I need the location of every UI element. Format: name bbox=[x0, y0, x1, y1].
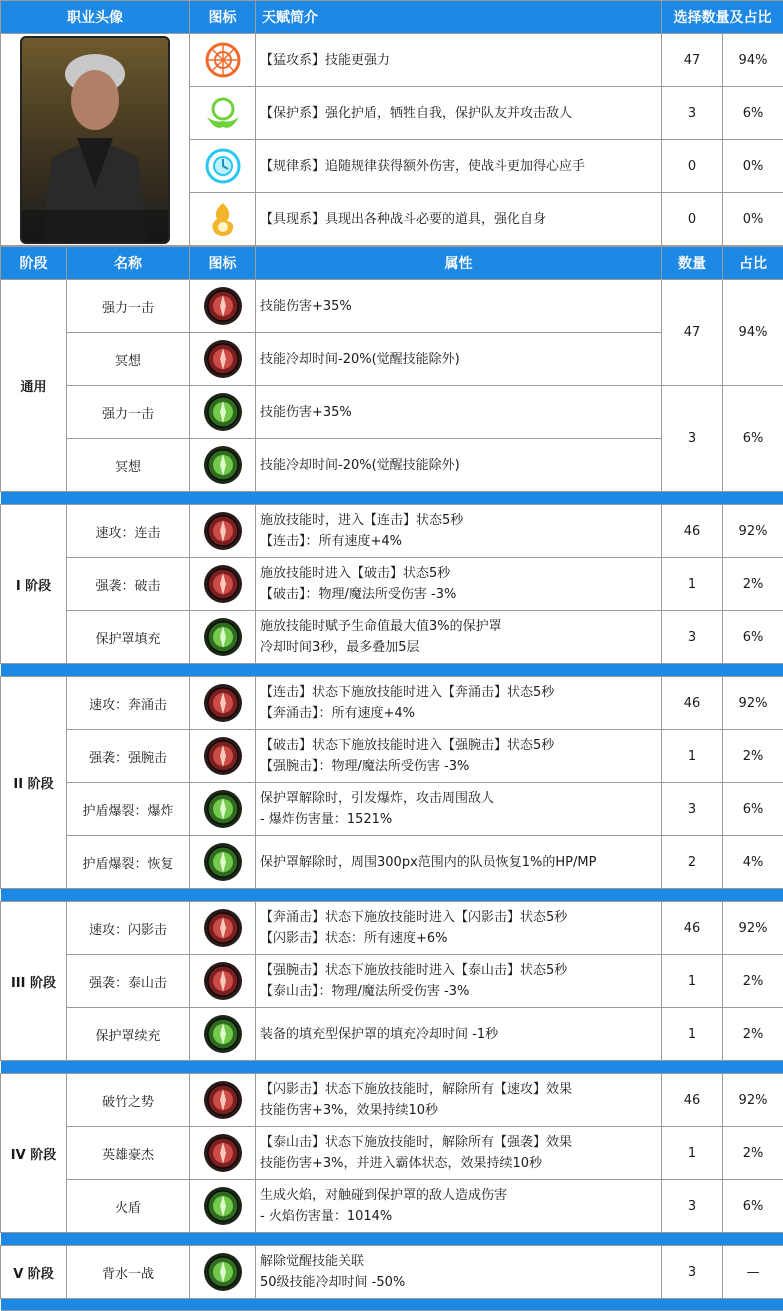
red-fist-badge-icon bbox=[203, 511, 243, 551]
green-fire-shield-badge-icon bbox=[203, 1186, 243, 1226]
attr-line: 【闪影击】状态：所有速度+6% bbox=[260, 931, 448, 946]
attr-line: 施放技能时，进入【连击】状态5秒 bbox=[260, 513, 464, 528]
attr-line: 施放技能时进入【破击】状态5秒 bbox=[260, 566, 451, 581]
red-mountain-badge-icon bbox=[203, 961, 243, 1001]
leaf-wing-sigil-icon bbox=[203, 93, 243, 133]
skill-icon-cell bbox=[190, 1127, 256, 1180]
header-intro: 天赋简介 bbox=[256, 1, 662, 34]
skill-name: 保护罩续充 bbox=[67, 1008, 190, 1061]
attr-line: 保护罩解除时，周围300px范围内的队员恢复1%的HP/MP bbox=[260, 854, 597, 870]
skill-icon-cell bbox=[190, 333, 256, 386]
stage-label: III 阶段 bbox=[1, 902, 67, 1061]
header-count: 数量 bbox=[662, 247, 723, 280]
green-burst-badge-icon bbox=[203, 789, 243, 829]
skill-icon-cell bbox=[190, 386, 256, 439]
skill-count: 3 bbox=[662, 386, 723, 492]
skill-attr bbox=[256, 1180, 662, 1233]
attr-line: 【破击】状态下施放技能时进入【强腕击】状态5秒 bbox=[260, 738, 555, 753]
talent-pct: 94% bbox=[723, 34, 783, 87]
skill-name: 强力一击 bbox=[67, 280, 190, 333]
header-icon: 图标 bbox=[190, 247, 256, 280]
attr-line: 技能伤害+3%，效果持续10秒 bbox=[260, 1103, 439, 1118]
attr-line: 解除觉醒技能关联 bbox=[260, 1254, 365, 1269]
attr-line: 技能伤害+3%，并进入霸体状态，效果持续10秒 bbox=[260, 1156, 543, 1171]
red-bamboo-badge-icon bbox=[203, 1080, 243, 1120]
stage-label: V 阶段 bbox=[1, 1246, 67, 1299]
skill-pct: — bbox=[723, 1246, 783, 1299]
attr-line: 施放技能时赋予生命值最大值3%的保护罩 bbox=[260, 619, 502, 634]
skill-pct: 2% bbox=[723, 1127, 783, 1180]
skill-icon-cell bbox=[190, 611, 256, 664]
stage-separator bbox=[1, 1299, 783, 1311]
skill-pct: 92% bbox=[723, 1074, 783, 1127]
attr-line: - 爆炸伤害量：1521% bbox=[260, 812, 393, 827]
attr-line: 【破击】：物理/魔法所受伤害 -3% bbox=[260, 587, 457, 602]
header-select: 选择数量及占比 bbox=[662, 1, 783, 34]
skill-name: 英雄豪杰 bbox=[67, 1127, 190, 1180]
skill-icon-cell bbox=[190, 280, 256, 333]
clock-sigil-icon bbox=[203, 146, 243, 186]
skill-count: 46 bbox=[662, 902, 723, 955]
stage-separator bbox=[1, 1233, 783, 1246]
attr-line: 【奔涌击】状态下施放技能时进入【闪影击】状态5秒 bbox=[260, 910, 568, 925]
table-row bbox=[1, 902, 783, 955]
skill-name: 强袭：强腕击 bbox=[67, 730, 190, 783]
skill-pct: 6% bbox=[723, 1180, 783, 1233]
table-row bbox=[1, 1127, 783, 1180]
table-row bbox=[1, 1180, 783, 1233]
skill-count: 46 bbox=[662, 1074, 723, 1127]
attr-line: 技能伤害+35% bbox=[260, 404, 352, 420]
skill-pct: 6% bbox=[723, 783, 783, 836]
stage-label: 通用 bbox=[1, 280, 67, 492]
red-sword-badge-icon bbox=[203, 286, 243, 326]
skill-attr bbox=[256, 439, 662, 492]
talent-count: 0 bbox=[662, 193, 723, 246]
attr-line: 生成火焰，对触碰到保护罩的敌人造成伤害 bbox=[260, 1188, 508, 1203]
header-pct: 占比 bbox=[723, 247, 783, 280]
red-hero-badge-icon bbox=[203, 1133, 243, 1173]
talent-icon-cell bbox=[190, 193, 256, 246]
stage-separator bbox=[1, 1061, 783, 1074]
red-swirl-badge-icon bbox=[203, 339, 243, 379]
skill-pct: 2% bbox=[723, 730, 783, 783]
attr-line: 50级技能冷却时间 -50% bbox=[260, 1275, 406, 1290]
stage-label: I 阶段 bbox=[1, 505, 67, 664]
skill-name: 强袭：破击 bbox=[67, 558, 190, 611]
talent-icon-cell bbox=[190, 87, 256, 140]
portrait-cell bbox=[1, 34, 190, 246]
table-row bbox=[1, 783, 783, 836]
talent-count: 3 bbox=[662, 87, 723, 140]
skill-pct: 2% bbox=[723, 955, 783, 1008]
skill-pct: 2% bbox=[723, 1008, 783, 1061]
attr-line: 冷却时间3秒，最多叠加5层 bbox=[260, 640, 420, 655]
skill-icon-cell bbox=[190, 902, 256, 955]
portrait-figure bbox=[22, 38, 168, 242]
skill-attr bbox=[256, 386, 662, 439]
attr-line: 【奔涌击】：所有速度+4% bbox=[260, 706, 416, 721]
skill-count: 1 bbox=[662, 558, 723, 611]
skill-icon-cell bbox=[190, 505, 256, 558]
skill-pct: 6% bbox=[723, 611, 783, 664]
skill-count: 3 bbox=[662, 1246, 723, 1299]
skill-name: 冥想 bbox=[67, 439, 190, 492]
skill-count: 46 bbox=[662, 505, 723, 558]
skill-name: 护盾爆裂：恢复 bbox=[67, 836, 190, 889]
table-row bbox=[1, 558, 783, 611]
skill-name: 破竹之势 bbox=[67, 1074, 190, 1127]
skill-count: 3 bbox=[662, 1180, 723, 1233]
skill-count: 46 bbox=[662, 677, 723, 730]
skill-icon-cell bbox=[190, 783, 256, 836]
talent-count: 0 bbox=[662, 140, 723, 193]
skill-attr bbox=[256, 677, 662, 730]
table-row bbox=[1, 1074, 783, 1127]
skill-name: 强袭：泰山击 bbox=[67, 955, 190, 1008]
skill-count: 3 bbox=[662, 783, 723, 836]
skill-pct: 4% bbox=[723, 836, 783, 889]
table-row bbox=[1, 1246, 783, 1299]
talent-icon-cell bbox=[190, 140, 256, 193]
skill-icon-cell bbox=[190, 558, 256, 611]
stage-separator bbox=[1, 889, 783, 902]
talent-text: 【规律系】追随规律获得额外伤害，使战斗更加得心应手 bbox=[256, 140, 662, 193]
header-name: 名称 bbox=[67, 247, 190, 280]
attr-line: 【连击】状态下施放技能时进入【奔涌击】状态5秒 bbox=[260, 685, 555, 700]
talent-text: 【具现系】具现出各种战斗必要的道具，强化自身 bbox=[256, 193, 662, 246]
skill-attr bbox=[256, 836, 662, 889]
skill-attr bbox=[256, 730, 662, 783]
attr-line: 【泰山击】状态下施放技能时，解除所有【强袭】效果 bbox=[260, 1135, 573, 1150]
skill-pct: 92% bbox=[723, 902, 783, 955]
green-heal-badge-icon bbox=[203, 842, 243, 882]
skill-pct: 92% bbox=[723, 505, 783, 558]
red-claw-badge-icon bbox=[203, 736, 243, 776]
skill-icon-cell bbox=[190, 677, 256, 730]
skill-attr bbox=[256, 1008, 662, 1061]
attr-line: 【泰山击】：物理/魔法所受伤害 -3% bbox=[260, 984, 470, 999]
skill-icon-cell bbox=[190, 1008, 256, 1061]
skill-name: 速攻：连击 bbox=[67, 505, 190, 558]
skill-icon-cell bbox=[190, 730, 256, 783]
skill-name: 背水一战 bbox=[67, 1246, 190, 1299]
red-blade-badge-icon bbox=[203, 564, 243, 604]
skill-name: 护盾爆裂：爆炸 bbox=[67, 783, 190, 836]
attr-line: 技能冷却时间-20%(觉醒技能除外) bbox=[260, 351, 460, 367]
red-shadow-badge-icon bbox=[203, 908, 243, 948]
header-attr: 属性 bbox=[256, 247, 662, 280]
skill-name: 速攻：奔涌击 bbox=[67, 677, 190, 730]
skill-count: 1 bbox=[662, 730, 723, 783]
stage-separator bbox=[1, 664, 783, 677]
skill-attr bbox=[256, 1127, 662, 1180]
skill-name: 强力一击 bbox=[67, 386, 190, 439]
talent-pct: 0% bbox=[723, 193, 783, 246]
table-row bbox=[1, 836, 783, 889]
attr-line: 装备的填充型保护罩的填充冷却时间 -1秒 bbox=[260, 1026, 499, 1042]
skill-attr bbox=[256, 558, 662, 611]
skill-name: 冥想 bbox=[67, 333, 190, 386]
attr-line: 【连击】：所有速度+4% bbox=[260, 534, 403, 549]
skill-count: 3 bbox=[662, 611, 723, 664]
table-row bbox=[1, 386, 783, 439]
talent-table bbox=[0, 0, 783, 246]
skill-icon-cell bbox=[190, 1074, 256, 1127]
talent-pct: 0% bbox=[723, 140, 783, 193]
attr-line: 技能冷却时间-20%(觉醒技能除外) bbox=[260, 457, 460, 473]
skill-attr bbox=[256, 611, 662, 664]
attr-line: 【闪影击】状态下施放技能时，解除所有【速攻】效果 bbox=[260, 1082, 573, 1097]
skill-attr bbox=[256, 902, 662, 955]
skill-name: 火盾 bbox=[67, 1180, 190, 1233]
attr-line: - 火焰伤害量：1014% bbox=[260, 1209, 393, 1224]
skill-attr bbox=[256, 280, 662, 333]
attr-line: 【强腕击】状态下施放技能时进入【泰山击】状态5秒 bbox=[260, 963, 568, 978]
stage-label: II 阶段 bbox=[1, 677, 67, 889]
skill-attr bbox=[256, 505, 662, 558]
skill-attr bbox=[256, 333, 662, 386]
talent-text: 【猛攻系】技能更强力 bbox=[256, 34, 662, 87]
class-portrait bbox=[20, 36, 170, 244]
table-row bbox=[1, 611, 783, 664]
skill-attr bbox=[256, 1074, 662, 1127]
skill-attr bbox=[256, 1246, 662, 1299]
header-stage: 阶段 bbox=[1, 247, 67, 280]
attr-line: 保护罩解除时，引发爆炸，攻击周围敌人 bbox=[260, 791, 495, 806]
skill-table bbox=[0, 246, 783, 1311]
green-sword-badge-icon bbox=[203, 392, 243, 432]
table-row bbox=[1, 677, 783, 730]
skill-icon-cell bbox=[190, 836, 256, 889]
skill-icon-cell bbox=[190, 1180, 256, 1233]
skill-icon-cell bbox=[190, 955, 256, 1008]
skill-name: 速攻：闪影击 bbox=[67, 902, 190, 955]
skill-count: 47 bbox=[662, 280, 723, 386]
skill-pct: 6% bbox=[723, 386, 783, 492]
green-shield-badge-icon bbox=[203, 617, 243, 657]
attr-line: 技能伤害+35% bbox=[260, 298, 352, 314]
talent-icon-cell bbox=[190, 34, 256, 87]
green-recharge-badge-icon bbox=[203, 1014, 243, 1054]
green-swirl-badge-icon bbox=[203, 445, 243, 485]
stage-label: IV 阶段 bbox=[1, 1074, 67, 1233]
skill-name: 保护罩填充 bbox=[67, 611, 190, 664]
table-row bbox=[1, 955, 783, 1008]
talent-count: 47 bbox=[662, 34, 723, 87]
green-last-stand-badge-icon bbox=[203, 1252, 243, 1292]
skill-count: 1 bbox=[662, 955, 723, 1008]
skill-count: 1 bbox=[662, 1127, 723, 1180]
skill-icon-cell bbox=[190, 439, 256, 492]
skill-pct: 94% bbox=[723, 280, 783, 386]
skill-pct: 2% bbox=[723, 558, 783, 611]
stage-separator bbox=[1, 492, 783, 505]
fire-sigil-icon bbox=[203, 40, 243, 80]
table-row bbox=[1, 1008, 783, 1061]
attr-line: 【强腕击】：物理/魔法所受伤害 -3% bbox=[260, 759, 470, 774]
skill-count: 1 bbox=[662, 1008, 723, 1061]
flame-swirl-sigil-icon bbox=[203, 199, 243, 239]
skill-attr bbox=[256, 783, 662, 836]
header-avatar: 职业头像 bbox=[1, 1, 190, 34]
red-wave-badge-icon bbox=[203, 683, 243, 723]
table-row bbox=[1, 730, 783, 783]
talent-text: 【保护系】强化护盾，牺牲自我，保护队友并攻击敌人 bbox=[256, 87, 662, 140]
skill-attr bbox=[256, 955, 662, 1008]
skill-count: 2 bbox=[662, 836, 723, 889]
table-row bbox=[1, 505, 783, 558]
skill-icon-cell bbox=[190, 1246, 256, 1299]
skill-pct: 92% bbox=[723, 677, 783, 730]
table-row bbox=[1, 280, 783, 333]
header-icon: 图标 bbox=[190, 1, 256, 34]
talent-pct: 6% bbox=[723, 87, 783, 140]
